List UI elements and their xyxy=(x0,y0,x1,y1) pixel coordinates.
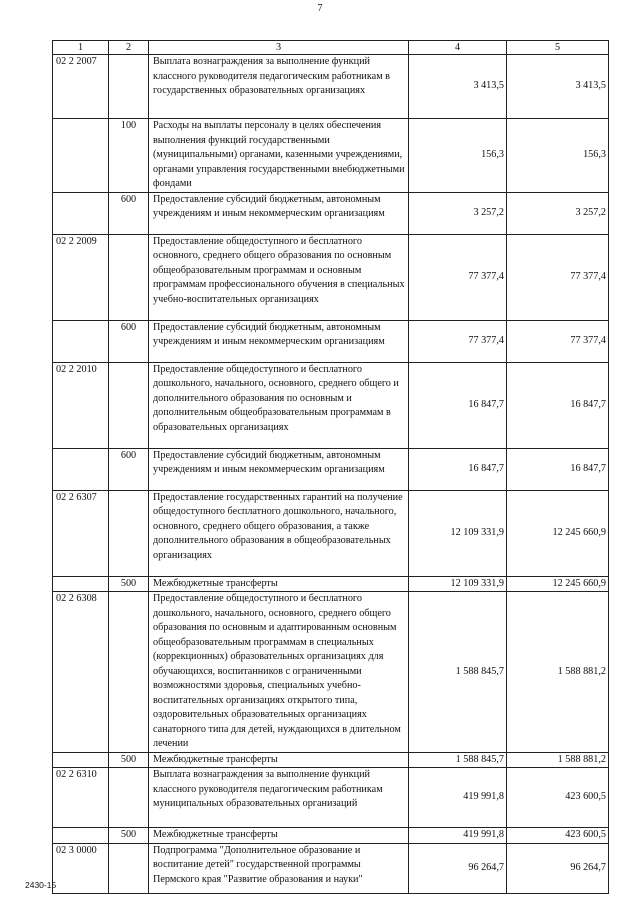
classification-code xyxy=(53,828,109,844)
table-row xyxy=(53,119,609,193)
classification-code: 02 2 6307 xyxy=(53,490,109,576)
amount-col-5: 77 377,4 xyxy=(507,234,609,320)
expense-type-code: 600 xyxy=(109,448,149,490)
amount-col-5: 1 588 881,2 xyxy=(507,592,609,753)
amount-col-5: 12 245 660,9 xyxy=(507,490,609,576)
amount-col-5: 423 600,5 xyxy=(507,768,609,828)
header-col-5: 5 xyxy=(507,41,609,55)
classification-code xyxy=(53,448,109,490)
expense-type-code: 500 xyxy=(109,752,149,768)
item-description: Подпрограмма "Дополнительное образование и воспитание детей" государственной программы Пермского края "Развитие образования и науки" xyxy=(149,843,409,893)
expense-type-code xyxy=(109,234,149,320)
amount-col-4: 77 377,4 xyxy=(409,320,507,362)
header-col-1: 1 xyxy=(53,41,109,55)
classification-code xyxy=(53,119,109,193)
expense-type-code: 500 xyxy=(109,576,149,592)
item-description: Межбюджетные трансферты xyxy=(149,828,409,844)
document-code: 2430-15 xyxy=(25,880,57,890)
classification-code: 02 2 2010 xyxy=(53,362,109,448)
classification-code: 02 2 6310 xyxy=(53,768,109,828)
item-description: Предоставление субсидий бюджетным, автономным учреждениям и иным некоммерческим организациям xyxy=(149,448,409,490)
table-row xyxy=(53,362,609,448)
classification-code: 02 2 6308 xyxy=(53,592,109,753)
item-description: Межбюджетные трансферты xyxy=(149,576,409,592)
item-description: Выплата вознаграждения за выполнение функций классного руководителя педагогическим работникам в государственных образовательных организациях xyxy=(149,55,409,119)
amount-col-5: 16 847,7 xyxy=(507,362,609,448)
table-row xyxy=(53,448,609,490)
table-row xyxy=(53,752,609,768)
table-body xyxy=(53,55,609,894)
item-description: Предоставление государственных гарантий на получение общедоступного бесплатного дошкольного, начального, основного, среднего общего образования, а также дополнительного образования в общеобразовательных организациях xyxy=(149,490,409,576)
expense-type-code: 100 xyxy=(109,119,149,193)
amount-col-4: 419 991,8 xyxy=(409,828,507,844)
amount-col-4: 1 588 845,7 xyxy=(409,592,507,753)
amount-col-4: 419 991,8 xyxy=(409,768,507,828)
classification-code: 02 3 0000 xyxy=(53,843,109,893)
expense-type-code xyxy=(109,362,149,448)
expense-type-code xyxy=(109,490,149,576)
expense-type-code xyxy=(109,843,149,893)
expense-type-code xyxy=(109,55,149,119)
amount-col-5: 156,3 xyxy=(507,119,609,193)
item-description: Предоставление общедоступного и бесплатного основного, среднего общего образования по основным общеобразовательным программам и основным программам профессионального обучения в специальных учебно-воспитательных организациях xyxy=(149,234,409,320)
item-description: Предоставление общедоступного и бесплатного дошкольного, начального, основного, среднего общего образования по основным и адаптированным основным общеобразовательным программам в специальных (коррекционных) образовательных организациях для обучающихся, воспитанников с ограниченными возможностями здоровья, специальных учебно-воспитательных организациях открытого типа, оздоровительных образовательных организациях санаторного типа для детей, нуждающихся в длительном лечении xyxy=(149,592,409,753)
table-row xyxy=(53,592,609,753)
expense-type-code xyxy=(109,768,149,828)
amount-col-5: 1 588 881,2 xyxy=(507,752,609,768)
page-number: 7 xyxy=(317,3,323,14)
table-row xyxy=(53,234,609,320)
amount-col-4: 16 847,7 xyxy=(409,362,507,448)
expense-type-code: 600 xyxy=(109,192,149,234)
table-row xyxy=(53,55,609,119)
header-col-4: 4 xyxy=(409,41,507,55)
amount-col-4: 77 377,4 xyxy=(409,234,507,320)
amount-col-4: 12 109 331,9 xyxy=(409,576,507,592)
amount-col-5: 16 847,7 xyxy=(507,448,609,490)
classification-code: 02 2 2009 xyxy=(53,234,109,320)
table-row xyxy=(53,828,609,844)
item-description: Предоставление субсидий бюджетным, автономным учреждениям и иным некоммерческим организациям xyxy=(149,320,409,362)
expense-type-code: 500 xyxy=(109,828,149,844)
amount-col-4: 16 847,7 xyxy=(409,448,507,490)
amount-col-5: 3 257,2 xyxy=(507,192,609,234)
header-col-3: 3 xyxy=(149,41,409,55)
table-row xyxy=(53,490,609,576)
item-description: Расходы на выплаты персоналу в целях обеспечения выполнения функций государственными (муниципальными) органами, казенными учреждениями, органами управления государственными внебюджетными фондами xyxy=(149,119,409,193)
amount-col-4: 96 264,7 xyxy=(409,843,507,893)
table-row xyxy=(53,843,609,893)
table-header-row xyxy=(53,41,609,55)
amount-col-4: 1 588 845,7 xyxy=(409,752,507,768)
item-description: Предоставление субсидий бюджетным, автономным учреждениям и иным некоммерческим организациям xyxy=(149,192,409,234)
amount-col-5: 12 245 660,9 xyxy=(507,576,609,592)
table-row xyxy=(53,576,609,592)
amount-col-4: 12 109 331,9 xyxy=(409,490,507,576)
amount-col-5: 96 264,7 xyxy=(507,843,609,893)
amount-col-5: 77 377,4 xyxy=(507,320,609,362)
classification-code xyxy=(53,192,109,234)
item-description: Выплата вознаграждения за выполнение функций классного руководителя педагогическим работникам муниципальных образовательных организаций xyxy=(149,768,409,828)
expense-type-code: 600 xyxy=(109,320,149,362)
table-row xyxy=(53,192,609,234)
amount-col-4: 156,3 xyxy=(409,119,507,193)
table-row xyxy=(53,768,609,828)
amount-col-4: 3 257,2 xyxy=(409,192,507,234)
item-description: Межбюджетные трансферты xyxy=(149,752,409,768)
classification-code: 02 2 2007 xyxy=(53,55,109,119)
budget-table xyxy=(52,40,609,894)
amount-col-4: 3 413,5 xyxy=(409,55,507,119)
expense-type-code xyxy=(109,592,149,753)
classification-code xyxy=(53,752,109,768)
amount-col-5: 3 413,5 xyxy=(507,55,609,119)
table-row xyxy=(53,320,609,362)
classification-code xyxy=(53,576,109,592)
amount-col-5: 423 600,5 xyxy=(507,828,609,844)
header-col-2: 2 xyxy=(109,41,149,55)
item-description: Предоставление общедоступного и бесплатного дошкольного, начального, основного, среднего общего и дополнительного образования по основным и дополнительным общеобразовательным программам в образовательных организациях xyxy=(149,362,409,448)
classification-code xyxy=(53,320,109,362)
